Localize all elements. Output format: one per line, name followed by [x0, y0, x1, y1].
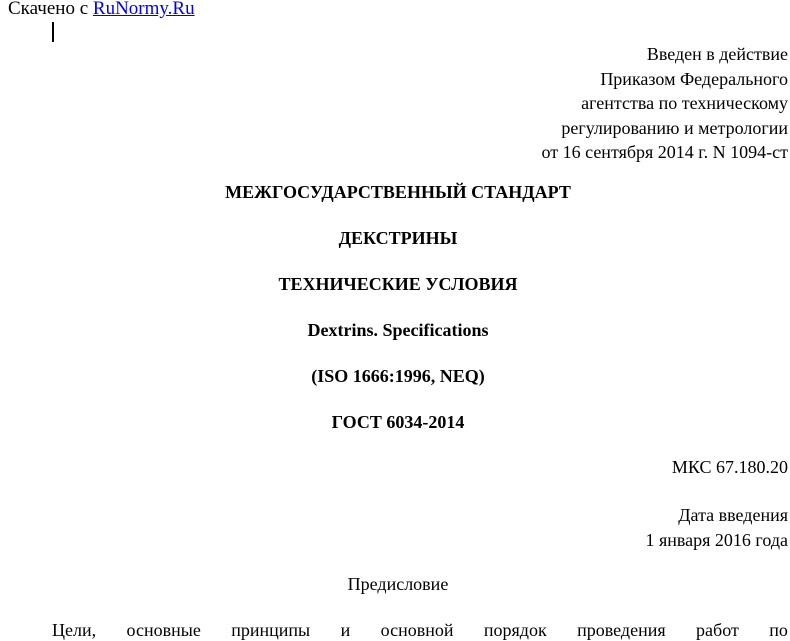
enactment-line: регулированию и метрологии [561, 117, 788, 138]
standard-name-heading: ДЕКСТРИНЫ [338, 228, 458, 248]
intro-date-label: Дата введения [678, 505, 788, 525]
paragraph-word: основной [380, 620, 454, 640]
enactment-line: от 16 сентября 2014 г. N 1094-ст [541, 142, 788, 162]
preface-heading: Предисловие [347, 574, 449, 594]
intro-date-value: 1 января 2016 года [645, 529, 788, 550]
standard-type-heading: МЕЖГОСУДАРСТВЕННЫЙ СТАНДАРТ [225, 182, 571, 202]
preface-paragraph-first-line [52, 619, 788, 641]
paragraph-word: по [769, 620, 788, 640]
paragraph-word: проведения [577, 620, 666, 640]
runormy-link[interactable]: RuNormy.Ru [92, 0, 195, 19]
iso-reference-heading: (ISO 1666:1996, NEQ) [311, 366, 485, 386]
enactment-line: агентства по техническому [581, 93, 788, 113]
standard-subtitle-heading: ТЕХНИЧЕСКИЕ УСЛОВИЯ [278, 274, 518, 294]
downloaded-from-line [8, 0, 195, 20]
text-cursor [52, 22, 54, 42]
paragraph-word: работ [696, 620, 739, 640]
enactment-line: Введен в действие [646, 44, 788, 64]
paragraph-word: принципы [231, 620, 311, 640]
mks-code: МКС 67.180.20 [671, 457, 788, 477]
intro-date-block [645, 503, 788, 552]
english-title-heading: Dextrins. Specifications [307, 320, 489, 340]
paragraph-word: основные [126, 620, 201, 640]
paragraph-word: и [340, 620, 351, 640]
enactment-block [541, 42, 788, 165]
paragraph-word: Цели, [52, 620, 97, 640]
enactment-line: Приказом Федерального [600, 68, 788, 89]
gost-number-heading: ГОСТ 6034-2014 [331, 412, 465, 432]
downloaded-prefix: Скачено с [8, 0, 89, 19]
paragraph-word: порядок [483, 620, 547, 640]
